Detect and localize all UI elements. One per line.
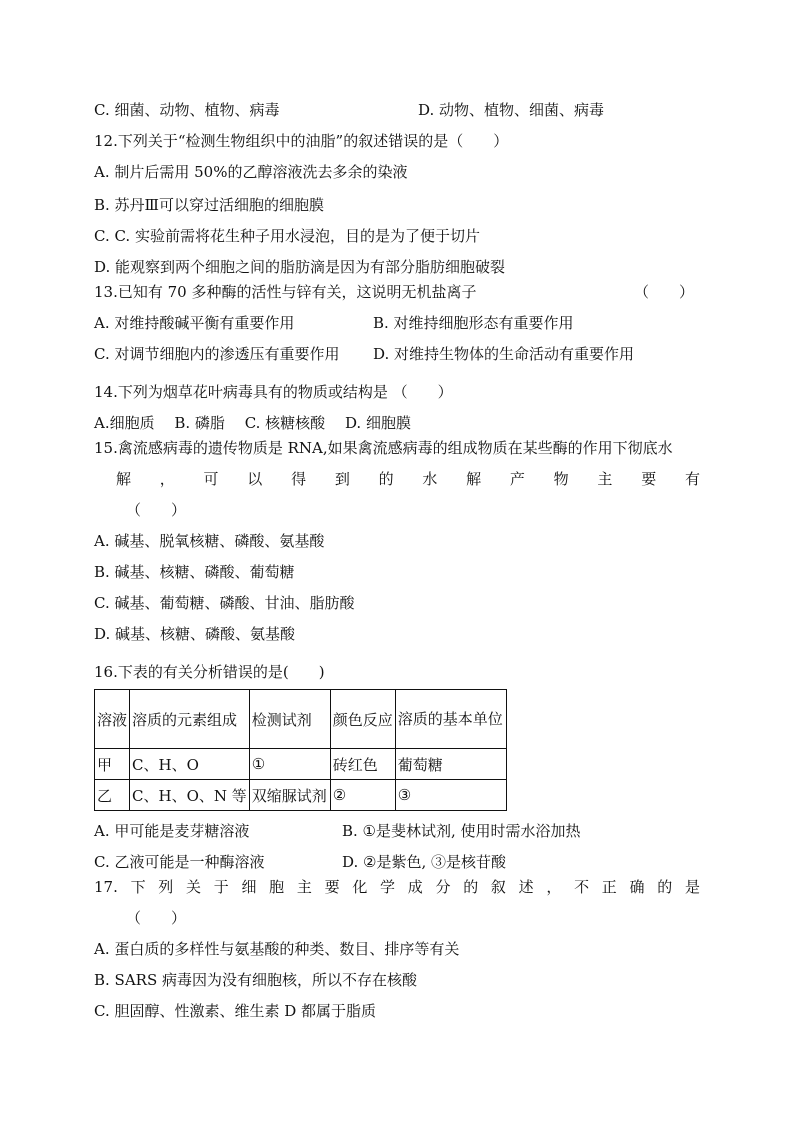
q15-paren: （ ） bbox=[126, 501, 187, 519]
table-cell: 乙 bbox=[95, 780, 130, 811]
table-header-cell: 检测试剂 bbox=[249, 690, 330, 749]
table-header-cell: 溶质的基本单位 bbox=[395, 690, 506, 749]
q14-options: A.细胞质 B. 磷脂 C. 核糖核酸 D. 细胞膜 bbox=[94, 414, 411, 432]
q15-stem: 15.禽流感病毒的遗传物质是 RNA,如果禽流感病毒的组成物质在某些酶的作用下彻底水 bbox=[94, 439, 673, 457]
q11-option-d: D. 动物、植物、细菌、病毒 bbox=[418, 101, 605, 119]
q17-char: 于 bbox=[213, 878, 229, 896]
table-header-cell: 溶质的元素组成 bbox=[130, 690, 250, 749]
q17-char: 的 bbox=[463, 878, 479, 896]
q11-option-c: C. 细菌、动物、植物、病毒 bbox=[94, 101, 280, 119]
q17-char: 是 bbox=[684, 878, 700, 896]
table-cell: ① bbox=[249, 749, 330, 780]
q16-option-a: A. 甲可能是麦芽糖溶液 bbox=[94, 822, 250, 840]
q15-char: 以 bbox=[247, 470, 263, 488]
table-cell: C、H、O、N 等 bbox=[130, 780, 250, 811]
q15-stem-line2 bbox=[116, 468, 700, 490]
q17-char: 述 bbox=[518, 878, 534, 896]
q15-char: 可 bbox=[203, 470, 219, 488]
q17-char: 下 bbox=[130, 878, 146, 896]
q15-char: ， bbox=[159, 470, 175, 488]
q12-option-c: C. C. 实验前需将花生种子用水浸泡，目的是为了便于切片 bbox=[94, 227, 480, 245]
q15-char: 到 bbox=[334, 470, 350, 488]
q17-char: ， bbox=[546, 878, 562, 896]
q16-option-b: B. ①是斐林试剂, 使用时需水浴加热 bbox=[342, 822, 581, 840]
q17-char: 分 bbox=[435, 878, 451, 896]
q12-option-a: A. 制片后需用 50%的乙醇溶液洗去多余的染液 bbox=[94, 163, 408, 181]
q17-char: 要 bbox=[324, 878, 340, 896]
q13-option-d: D. 对维持生物体的生命活动有重要作用 bbox=[373, 345, 635, 363]
table-cell: ② bbox=[330, 780, 395, 811]
q15-char: 要 bbox=[641, 470, 657, 488]
q17-char: 不 bbox=[574, 878, 590, 896]
table-cell: ③ bbox=[395, 780, 506, 811]
q13-paren: （ ） bbox=[634, 283, 695, 301]
q15-char: 产 bbox=[509, 470, 525, 488]
q17-char: 学 bbox=[380, 878, 396, 896]
q15-char: 解 bbox=[116, 470, 132, 488]
q17-char: 正 bbox=[601, 878, 617, 896]
q12-option-b: B. 苏丹Ⅲ可以穿过活细胞的细胞膜 bbox=[94, 196, 325, 214]
q17-option-a: A. 蛋白质的多样性与氨基酸的种类、数目、排序等有关 bbox=[94, 940, 460, 958]
q17-char: 胞 bbox=[269, 878, 285, 896]
q15-option-d: D. 碱基、核糖、磷酸、氨基酸 bbox=[94, 625, 296, 643]
q17-char: 主 bbox=[296, 878, 312, 896]
q17-char: 成 bbox=[407, 878, 423, 896]
q13-option-a: A. 对维持酸碱平衡有重要作用 bbox=[94, 314, 295, 332]
q14-stem: 14.下列为烟草花叶病毒具有的物质或结构是 （ ） bbox=[94, 383, 453, 401]
q17-paren: （ ） bbox=[126, 909, 187, 927]
q15-char: 有 bbox=[684, 470, 700, 488]
q17-option-c: C. 胆固醇、性激素、维生素 D 都属于脂质 bbox=[94, 1002, 377, 1020]
table-header-cell: 溶液 bbox=[95, 690, 130, 749]
q17-char: 细 bbox=[241, 878, 257, 896]
q13-option-b: B. 对维持细胞形态有重要作用 bbox=[373, 314, 574, 332]
q17-char: 关 bbox=[186, 878, 202, 896]
q15-char: 解 bbox=[466, 470, 482, 488]
table-cell: 葡萄糖 bbox=[395, 749, 506, 780]
q17-char: 化 bbox=[352, 878, 368, 896]
q16-option-c: C. 乙液可能是一种酶溶液 bbox=[94, 853, 265, 871]
table-cell: C、H、O bbox=[130, 749, 250, 780]
q15-char: 水 bbox=[422, 470, 438, 488]
q16-stem: 16.下表的有关分析错误的是( ) bbox=[94, 663, 325, 681]
table-cell: 砖红色 bbox=[330, 749, 395, 780]
q15-option-a: A. 碱基、脱氧核糖、磷酸、氨基酸 bbox=[94, 532, 325, 550]
q15-char: 的 bbox=[378, 470, 394, 488]
q16-table bbox=[94, 689, 507, 811]
table-cell: 甲 bbox=[95, 749, 130, 780]
table-header-row bbox=[95, 690, 507, 749]
q15-char: 得 bbox=[291, 470, 307, 488]
q17-option-b: B. SARS 病毒因为没有细胞核，所以不存在核酸 bbox=[94, 971, 418, 989]
table-row bbox=[95, 780, 507, 811]
table-header-cell: 颜色反应 bbox=[330, 690, 395, 749]
q17-stem bbox=[94, 876, 700, 898]
q17-char: 的 bbox=[657, 878, 673, 896]
q15-char: 主 bbox=[597, 470, 613, 488]
q12-option-d: D. 能观察到两个细胞之间的脂肪滴是因为有部分脂肪细胞破裂 bbox=[94, 258, 506, 276]
table-row bbox=[95, 749, 507, 780]
q13-stem: 13.已知有 70 多种酶的活性与锌有关，这说明无机盐离子 bbox=[94, 283, 477, 301]
q16-option-d: D. ②是紫色, ③是核苷酸 bbox=[342, 853, 507, 871]
q17-char: 确 bbox=[629, 878, 645, 896]
q15-option-c: C. 碱基、葡萄糖、磷酸、甘油、脂肪酸 bbox=[94, 594, 355, 612]
q15-option-b: B. 碱基、核糖、磷酸、葡萄糖 bbox=[94, 563, 295, 581]
q17-char: 17. bbox=[94, 878, 118, 896]
q13-option-c: C. 对调节细胞内的渗透压有重要作用 bbox=[94, 345, 340, 363]
table-cell: 双缩脲试剂 bbox=[249, 780, 330, 811]
q12-stem: 12.下列关于“检测生物组织中的油脂”的叙述错误的是（ ） bbox=[94, 132, 509, 150]
q17-char: 叙 bbox=[490, 878, 506, 896]
q17-char: 列 bbox=[158, 878, 174, 896]
q15-char: 物 bbox=[553, 470, 569, 488]
